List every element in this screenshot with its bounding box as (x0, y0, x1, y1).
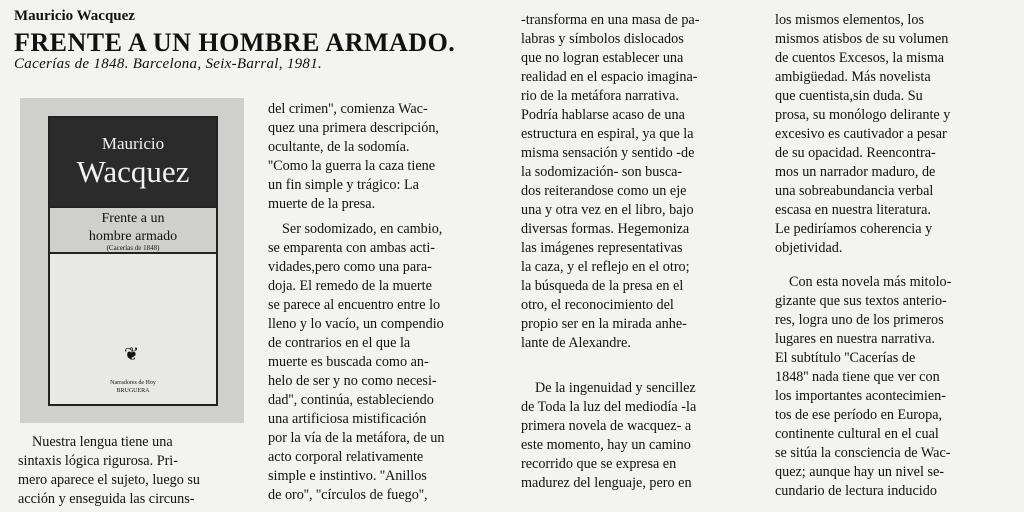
text-line: ambigüedad. Más novelista (775, 69, 931, 85)
article-title: FRENTE A UN HOMBRE ARMADO. (14, 28, 456, 57)
text-line: las imágenes representativas (521, 240, 683, 256)
text-line: continente cultural en el cual (775, 426, 939, 442)
text-line: la búsqueda de la presa en el (521, 278, 684, 294)
paragraph-gap (521, 353, 757, 379)
text-line: de oro'', ''círculos de fuego'', (268, 487, 428, 503)
text-line: cundario de lectura inducido (775, 483, 937, 499)
text-line: la caza, y el reflejo en el otro; (521, 259, 690, 275)
article-subtitle: Cacerías de 1848. Barcelona, Seix-Barral, 1981. (14, 56, 323, 72)
text-line: de Toda la luz del mediodía -la (521, 399, 697, 415)
text-line: quez una primera descripción, (268, 120, 439, 136)
text-line: madurez del lenguaje, pero en (521, 475, 692, 491)
text-line: escasa en nuestra literatura. (775, 202, 931, 218)
text-line: labras y símbolos dislocados (521, 31, 684, 47)
text-line: los mismos elementos, los (775, 12, 924, 28)
text-line: realidad en el espacio imagina- (521, 69, 698, 85)
text-line: quez; aunque hay un nivel se- (775, 464, 945, 480)
text-line: Con esta novela más mitolo- (789, 274, 952, 290)
text-line: helo de ser y no como necesi- (268, 373, 437, 389)
book-cover (48, 116, 218, 406)
text-line: De la ingenuidad y sencillez (535, 380, 696, 396)
text-line: que cuentista,sin duda. Su (775, 88, 923, 104)
text-line: mero aparece el sujeto, luego su (18, 472, 200, 488)
text-line: vidades,pero como una para- (268, 259, 432, 275)
text-line: primera novela de wacquez- a (521, 418, 692, 434)
book-author-last: Wacquez (76, 154, 190, 189)
text-line: una y otra vez en el libro, bajo (521, 202, 694, 218)
text-line: rio de la metáfora narrativa. (521, 88, 679, 104)
text-line: otro, el reconocimiento del (521, 297, 674, 313)
byline-author: Mauricio Wacquez (14, 8, 135, 24)
text-line: que no logran establecer una (521, 50, 684, 66)
book-publisher-name: BRUGUERA (116, 388, 150, 394)
text-line: una artificiosa mistificación (268, 411, 427, 427)
text-line: objetividad. (775, 240, 843, 256)
text-line: los importantes acontecimien- (775, 388, 946, 404)
text-line: misma sensación y sentido -de (521, 145, 695, 161)
text-column-3 (521, 11, 757, 493)
text-line: prosa, su monólogo delirante y (775, 107, 951, 123)
text-line: de contrarios en el que la (268, 335, 411, 351)
text-line: acto corporal relativamente (268, 449, 424, 465)
text-line: este momento, hay un camino (521, 437, 691, 453)
text-line: acción y enseguida las circuns- (18, 491, 195, 507)
text-line: lugares en nuestra narrativa. (775, 331, 935, 347)
text-line: del crimen'', comienza Wac- (268, 101, 428, 117)
text-line: gizante que sus textos anterio- (775, 293, 947, 309)
text-line: se emparenta con ambas acti- (268, 240, 436, 256)
text-line: un fin simple y trágico: La (268, 177, 419, 193)
text-line: diversas formas. Hegemoniza (521, 221, 690, 237)
text-column-4 (775, 11, 1011, 501)
text-column-1 (18, 433, 254, 509)
text-line: dos reiterandose como un eje (521, 183, 687, 199)
text-line: res, logra uno de los primeros (775, 312, 944, 328)
text-line: -transforma en una masa de pa- (521, 12, 700, 28)
text-line: se sitúa la consciencia de Wac- (775, 445, 951, 461)
book-title-band (50, 206, 216, 254)
text-line: dad'', continúa, estableciendo (268, 392, 434, 408)
text-line: tos de ese período en Europa, (775, 407, 943, 423)
text-line: ocultante, de la sodomía. (268, 139, 410, 155)
book-cover-photo (20, 98, 244, 423)
book-title-line2: hombre armado (88, 229, 178, 244)
text-line: mos un narrador maduro, de (775, 164, 936, 180)
paragraph-gap (775, 258, 1011, 273)
book-cover-header (50, 118, 216, 208)
book-publisher-series: Narradores de Hoy (110, 380, 156, 386)
text-line: muerte de la presa. (268, 196, 376, 212)
text-line: lleno y lo vacío, un compendio (268, 316, 444, 332)
text-line: recorrido que se expresa en (521, 456, 677, 472)
text-line: excesivo es cautivador a pesar (775, 126, 947, 142)
text-line: mismos atisbos de su volumen (775, 31, 949, 47)
book-subtitle: (Cacerías de 1848) (106, 244, 160, 252)
text-line: se parece al encuentro entre lo (268, 297, 441, 313)
text-column-2 (268, 100, 504, 505)
book-author-first: Mauricio (101, 134, 165, 153)
text-line: Le pediríamos coherencia y (775, 221, 933, 237)
text-line: doja. El remedo de la muerte (268, 278, 432, 294)
text-line: ''Como la guerra la caza tiene (268, 158, 436, 174)
text-line: de su opacidad. Reencontra- (775, 145, 936, 161)
text-line: estructura en espiral, ya que la (521, 126, 694, 142)
text-line: por la vía de la metáfora, de un (268, 430, 445, 446)
publisher-logo-icon: ❦ (124, 344, 140, 364)
text-line: El subtítulo ''Cacerías de (775, 350, 916, 366)
text-line: Nuestra lengua tiene una (32, 434, 173, 450)
text-line: muerte es buscada como an- (268, 354, 429, 370)
text-line: simple e instintivo. ''Anillos (268, 468, 427, 484)
text-line: Podría hablarse acaso de una (521, 107, 685, 123)
text-line: Ser sodomizado, en cambio, (282, 221, 443, 237)
text-line: lante de Alexandre. (521, 335, 631, 351)
text-line: la sodomización- son busca- (521, 164, 683, 180)
text-line: de cuentos Excesos, la misma (775, 50, 945, 66)
text-line: una sobreabundancia verbal (775, 183, 934, 199)
text-line: propio ser en la mirada anhe- (521, 316, 687, 332)
book-title-line1: Frente a un (101, 211, 165, 226)
text-line: sintaxis lógica rigurosa. Pri- (18, 453, 178, 469)
text-line: 1848'' nada tiene que ver con (775, 369, 940, 385)
